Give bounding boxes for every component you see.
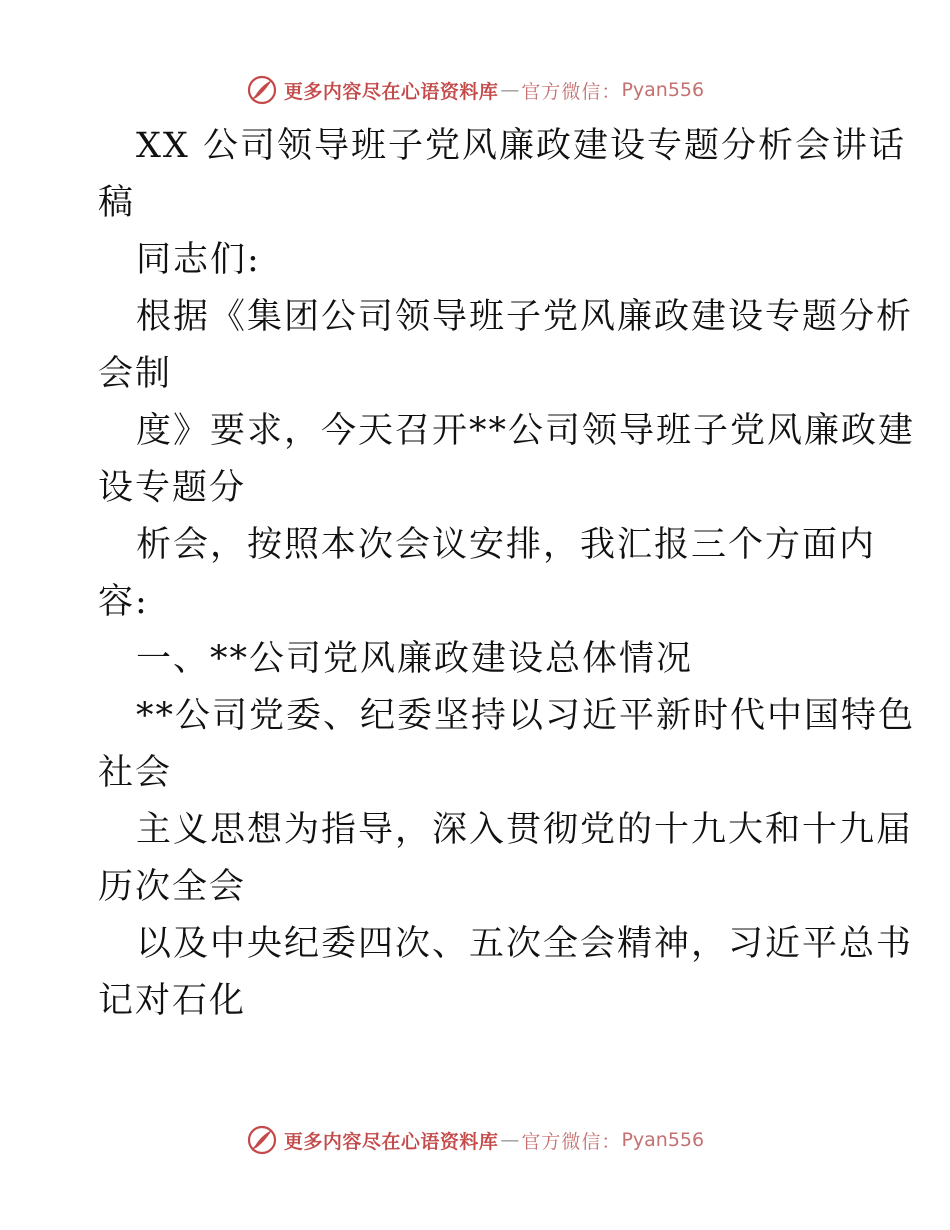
doc-paragraph-line: 记对石化 — [98, 981, 247, 1021]
doc-paragraph-line: 度》要求，今天召开**公司领导班子党风廉政建 — [136, 411, 916, 451]
doc-paragraph-line: 会制 — [98, 354, 173, 394]
watermark-wechat-id: Pyan556 — [621, 1129, 705, 1151]
header-watermark — [0, 70, 950, 110]
doc-title-line-2: 稿 — [98, 183, 136, 223]
doc-paragraph-line: 根据《集团公司领导班子党风廉政建设专题分析 — [136, 297, 914, 337]
watermark-brand: 更多内容尽在心语资料库 — [283, 1130, 499, 1153]
doc-salutation: 同志们: — [136, 240, 261, 280]
watermark-brand: 更多内容尽在心语资料库 — [283, 80, 499, 103]
document-body — [98, 118, 916, 1030]
watermark-separator: — — [500, 1129, 520, 1151]
doc-paragraph-line: 析会，按照本次会议安排，我汇报三个方面内 — [136, 525, 877, 565]
doc-paragraph-line: 社会 — [98, 753, 173, 793]
watermark-wechat-label: 官方微信： — [521, 80, 622, 103]
watermark-wechat-id: Pyan556 — [621, 79, 705, 101]
doc-paragraph-line: 容: — [98, 582, 149, 622]
footer-watermark — [0, 1120, 950, 1160]
watermark-wechat-label: 官方微信： — [521, 1130, 622, 1153]
doc-section-heading: 一、**公司党风廉政建设总体情况 — [136, 639, 694, 679]
feather-pen-logo-icon — [246, 1124, 278, 1156]
feather-pen-logo-icon — [246, 74, 278, 106]
doc-paragraph-line: 设专题分 — [98, 468, 247, 508]
doc-paragraph-line: 主义思想为指导，深入贯彻党的十九大和十九届 — [136, 810, 914, 850]
watermark-separator: — — [500, 79, 520, 101]
doc-paragraph-line: 以及中央纪委四次、五次全会精神，习近平总书 — [136, 924, 914, 964]
doc-paragraph-line: 历次全会 — [98, 867, 247, 907]
doc-title-line-1: XX 公司领导班子党风廉政建设专题分析会讲话 — [136, 126, 906, 166]
doc-paragraph-line: **公司党委、纪委坚持以习近平新时代中国特色 — [136, 696, 916, 736]
